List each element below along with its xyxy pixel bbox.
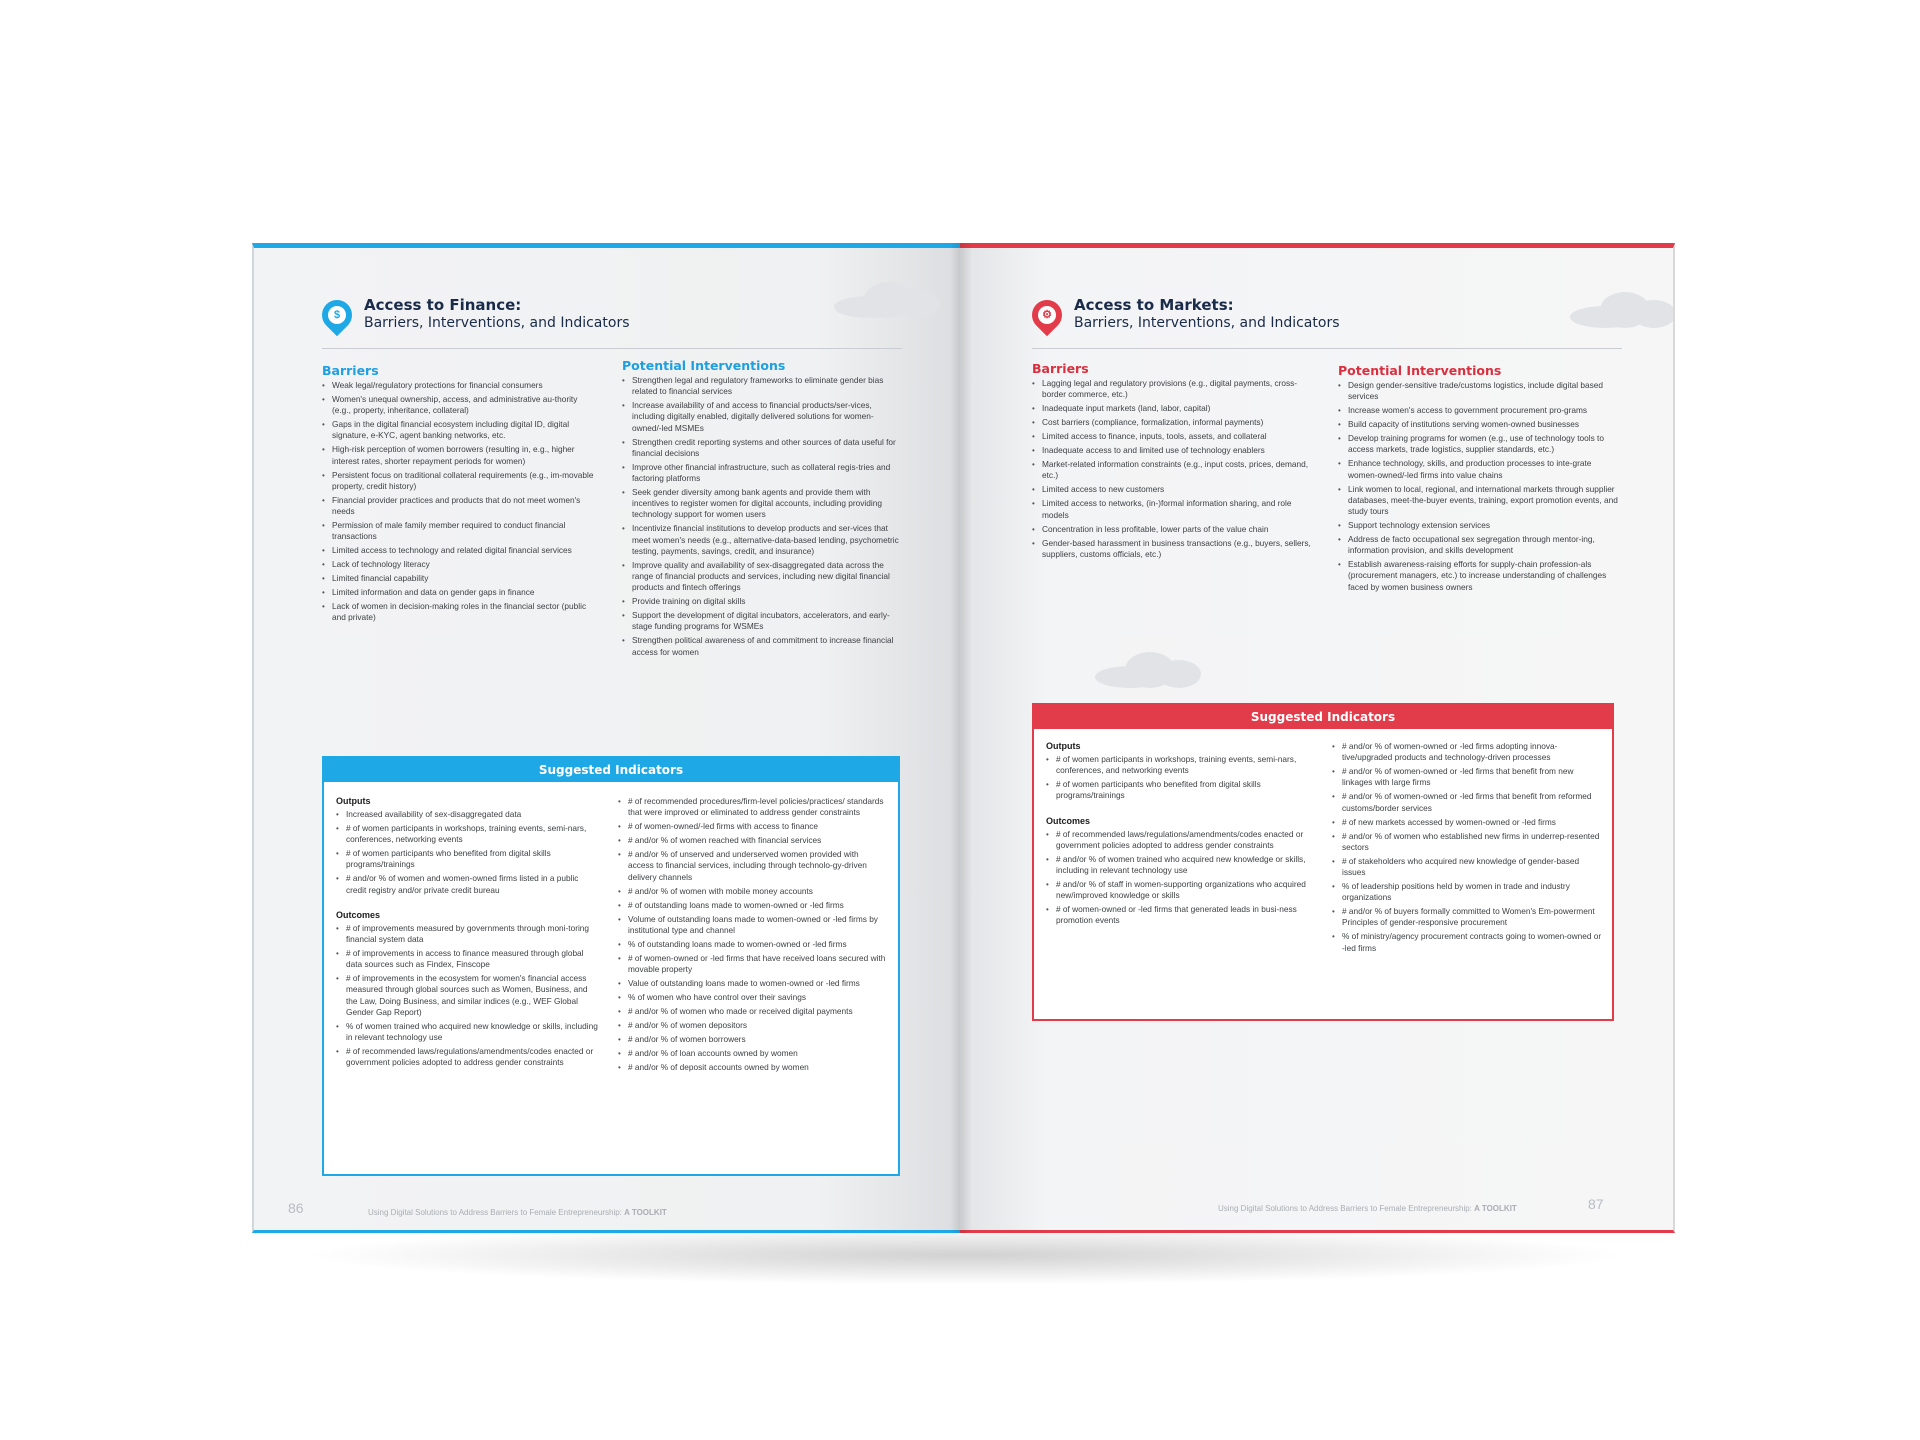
list-item: • # and/or % of unserved and underserved women provided with access to financial services, including through technolo-gy-driven delivery channels — [618, 849, 886, 883]
footer-title: Using Digital Solutions to Address Barriers to Female Entrepreneurship: — [1218, 1204, 1472, 1213]
list-item: • # of recommended laws/regulations/amendments/codes enacted or government policies adopted to address gender constraints — [1046, 829, 1316, 851]
list-item: • Enhance technology, skills, and production processes to inte-grate women-owned/-led firms into value chains — [1338, 458, 1620, 480]
indicators-col2 — [1332, 741, 1602, 957]
list-item: • # and/or % of women-owned or -led firms adopting innova-tive/upgraded products and technology-driven processes — [1332, 741, 1602, 763]
list-item: • # and/or % of women with mobile money accounts — [618, 886, 886, 897]
list-item: • # of outstanding loans made to women-owned or -led firms — [618, 900, 886, 911]
markets-icon: ⚙ — [1026, 294, 1068, 336]
list-item: • Limited access to finance, inputs, tools, assets, and collateral — [1032, 431, 1314, 442]
barriers-heading: Barriers — [322, 363, 379, 378]
list-item: • Weak legal/regulatory protections for financial consumers — [322, 380, 594, 391]
footer-toolkit: A TOOLKIT — [1474, 1204, 1517, 1213]
list-item: • Strengthen political awareness of and commitment to increase financial access for women — [622, 635, 902, 657]
list-item: • Provide training on digital skills — [622, 596, 902, 607]
list-item: • Increased availability of sex-disaggregated data — [336, 809, 601, 820]
page-number: 86 — [288, 1200, 304, 1216]
list-item: • Increase women's access to government procurement pro-grams — [1338, 405, 1620, 416]
outcomes-list — [336, 923, 601, 1069]
list-item: • # and/or % of women borrowers — [618, 1034, 886, 1045]
list-item: • # of new markets accessed by women-owned or -led firms — [1332, 817, 1602, 828]
list-item: • # and/or % of women reached with financial services — [618, 835, 886, 846]
list-item: • Link women to local, regional, and international markets through supplier databases, meet-the-buyer events, training, export promotion events, and study tours — [1338, 484, 1620, 518]
footer-toolkit: A TOOLKIT — [624, 1208, 667, 1217]
list-item: • # and/or % of women and women-owned firms listed in a public credit registry and/or private credit bureau — [336, 873, 601, 895]
list-item: • Lack of technology literacy — [322, 559, 594, 570]
list-item: • Limited access to new customers — [1032, 484, 1314, 495]
outputs-heading: Outputs — [1046, 741, 1081, 751]
list-item: • % of outstanding loans made to women-owned or -led firms — [618, 939, 886, 950]
list-item: • Lack of women in decision-making roles in the financial sector (public and private) — [322, 601, 594, 623]
list-item: • Gaps in the digital financial ecosystem including digital ID, digital signature, e-KYC, agent banking networks, etc. — [322, 419, 594, 441]
page-footer — [368, 1208, 667, 1217]
list-item: • % of ministry/agency procurement contracts going to women-owned or -led firms — [1332, 931, 1602, 953]
list-item: • Seek gender diversity among bank agents and provide them with incentives to register women for digital accounts, including providing technology support for women users — [622, 487, 902, 521]
list-item: • # and/or % of buyers formally committed to Women's Em-powerment Principles of gender-responsive procurement — [1332, 906, 1602, 928]
list-item: • # of improvements in access to finance measured through global data sources such as Findex, Finscope — [336, 948, 601, 970]
outputs-list — [336, 809, 601, 896]
list-item: • Value of outstanding loans made to women-owned or -led firms — [618, 978, 886, 989]
barriers-column — [1032, 361, 1314, 563]
list-item: • Persistent focus on traditional collateral requirements (e.g., im-movable property, credit history) — [322, 470, 594, 492]
interventions-list — [1338, 380, 1620, 593]
list-item: • Build capacity of institutions serving women-owned businesses — [1338, 419, 1620, 430]
list-item: • # of recommended laws/regulations/amendments/codes enacted or government policies adopted to address gender constraints — [336, 1046, 601, 1068]
page-title: Access to Finance: — [364, 296, 522, 314]
list-item: • # of women-owned or -led firms that have received loans secured with movable property — [618, 953, 886, 975]
list-item: • Limited access to networks, (in-)formal information sharing, and role models — [1032, 498, 1314, 520]
indicators-col1 — [1046, 741, 1316, 929]
list-item: • Concentration in less profitable, lower parts of the value chain — [1032, 524, 1314, 535]
list-item: • Financial provider practices and products that do not meet women's needs — [322, 495, 594, 517]
cloud-decoration — [1095, 648, 1205, 688]
list-item: • # and/or % of staff in women-supporting organizations who acquired new/improved knowledge or skills — [1046, 879, 1316, 901]
list-item: • # of recommended procedures/firm-level policies/practices/ standards that were improved or eliminated to address gender constraints — [618, 796, 886, 818]
list-item: • Market-related information constraints (e.g., input costs, prices, demand, etc.) — [1032, 459, 1314, 481]
page-subtitle: Barriers, Interventions, and Indicators — [1074, 315, 1340, 331]
list-item: • # of women participants who benefited from digital skills programs/trainings — [1046, 779, 1316, 801]
list-item: • # of women-owned/-led firms with access to finance — [618, 821, 886, 832]
indicators-col2 — [618, 796, 886, 1076]
list-item: • # and/or % of women-owned or -led firms that benefit from reformed customs/border services — [1332, 791, 1602, 813]
barriers-heading: Barriers — [1032, 361, 1089, 376]
list-item: • % of leadership positions held by women in trade and industry organizations — [1332, 881, 1602, 903]
outcomes-heading: Outcomes — [1046, 815, 1091, 826]
list-item: • Develop training programs for women (e.g., use of technology tools to access markets, trade logistics, supplier standards, etc.) — [1338, 433, 1620, 455]
list-item: • Establish awareness-raising efforts for supply-chain profession-als (procurement managers, etc.) to increase understanding of challenges faced by women business owners — [1338, 559, 1620, 593]
list-item: • Permission of male family member required to conduct financial transactions — [322, 520, 594, 542]
list-item: • % of women who have control over their savings — [618, 992, 886, 1003]
list-item: • Cost barriers (compliance, formalization, informal payments) — [1032, 417, 1314, 428]
list-item: • Women's unequal ownership, access, and administrative au-thority (e.g., property, inheritance, collateral) — [322, 394, 594, 416]
suggested-indicators-box — [1032, 703, 1614, 1021]
list-item: • # and/or % of women who made or received digital payments — [618, 1006, 886, 1017]
list-item: • Limited information and data on gender gaps in finance — [322, 587, 594, 598]
list-item: • # and/or % of women trained who acquired new knowledge or skills, including in relevant technology use — [1046, 854, 1316, 876]
list-item: • # and/or % of women who established new firms in underrep-resented sectors — [1332, 831, 1602, 853]
interventions-list — [622, 375, 902, 658]
list-item: • Incentivize financial institutions to develop products and ser-vices that meet women's needs (e.g., alternative-data-based lending, psychometric testing, payments, savings, credit, and insurance) — [622, 523, 902, 557]
list-item: • Limited access to technology and related digital financial services — [322, 545, 594, 556]
finance-icon: $ — [316, 294, 358, 336]
list-item: • # and/or % of loan accounts owned by women — [618, 1048, 886, 1059]
page-title: Access to Markets: — [1074, 296, 1234, 314]
cloud-decoration — [834, 278, 944, 318]
list-item: • Strengthen legal and regulatory frameworks to eliminate gender bias related to financial services — [622, 375, 902, 397]
list-item: • Volume of outstanding loans made to women-owned or -led firms by institutional type and channel — [618, 914, 886, 936]
list-item: • Limited financial capability — [322, 573, 594, 584]
list-item: • Lagging legal and regulatory provisions (e.g., digital payments, cross-border commerce, etc.) — [1032, 378, 1314, 400]
indicators-list — [618, 796, 886, 1073]
list-item: • # of women participants who benefited from digital skills programs/trainings — [336, 848, 601, 870]
list-item: • # of women participants in workshops, training events, semi-nars, conferences, and networking events — [1046, 754, 1316, 776]
list-item: • Increase availability of and access to financial products/ser-vices, including digitally enabled, digitally delivered solutions for women-owned/-led MSMEs — [622, 400, 902, 434]
list-item: • # and/or % of deposit accounts owned by women — [618, 1062, 886, 1073]
barriers-list — [1032, 378, 1314, 560]
cloud-decoration — [1570, 288, 1675, 328]
list-item: • Improve other financial infrastructure, such as collateral regis-tries and factoring platforms — [622, 462, 902, 484]
interventions-heading: Potential Interventions — [622, 358, 786, 373]
interventions-heading: Potential Interventions — [1338, 363, 1502, 378]
page-number: 87 — [1588, 1196, 1604, 1212]
list-item: • # of stakeholders who acquired new knowledge of gender-based issues — [1332, 856, 1602, 878]
barriers-list — [322, 380, 594, 624]
barriers-column — [322, 363, 594, 626]
list-item: • Support technology extension services — [1338, 520, 1620, 531]
list-item: • # of improvements measured by governments through moni-toring financial system data — [336, 923, 601, 945]
page-footer — [1218, 1204, 1517, 1213]
list-item: • Improve quality and availability of sex-disaggregated data across the range of financial products and services, including new digital financial products and fintech offerings — [622, 560, 902, 594]
interventions-column — [1338, 363, 1620, 596]
indicators-heading: Suggested Indicators — [324, 758, 898, 782]
list-item: • Strengthen credit reporting systems and other sources of data useful for financial decisions — [622, 437, 902, 459]
list-item: • Design gender-sensitive trade/customs logistics, include digital based services — [1338, 380, 1620, 402]
list-item: • Inadequate input markets (land, labor, capital) — [1032, 403, 1314, 414]
footer-title: Using Digital Solutions to Address Barriers to Female Entrepreneurship: — [368, 1208, 622, 1217]
list-item: • # of improvements in the ecosystem for women's financial access measured through global sources such as Women, Business, and the Law, Doing Business, and similar indices (e.g., WEF Global Gender Gap Report) — [336, 973, 601, 1018]
header-rule — [322, 348, 902, 349]
outcomes-list — [1046, 829, 1316, 927]
indicators-heading: Suggested Indicators — [1034, 705, 1612, 729]
outputs-heading: Outputs — [336, 796, 371, 806]
outcomes-heading: Outcomes — [336, 909, 381, 920]
outputs-list — [1046, 754, 1316, 802]
page-subtitle: Barriers, Interventions, and Indicators — [364, 315, 630, 331]
right-page — [960, 243, 1675, 1233]
list-item: • High-risk perception of women borrowers (resulting in, e.g., higher interest rates, shorter repayment periods for women) — [322, 444, 594, 466]
interventions-column — [622, 358, 902, 661]
suggested-indicators-box — [322, 756, 900, 1176]
list-item: • # and/or % of women depositors — [618, 1020, 886, 1031]
left-page — [252, 243, 960, 1233]
list-item: • # of women-owned or -led firms that generated leads in busi-ness promotion events — [1046, 904, 1316, 926]
list-item: • Support the development of digital incubators, accelerators, and early-stage funding programs for WSMEs — [622, 610, 902, 632]
list-item: • # and/or % of women-owned or -led firms that benefit from new linkages with large firms — [1332, 766, 1602, 788]
list-item: • Address de facto occupational sex segregation through mentor-ing, information provision, and skills development — [1338, 534, 1620, 556]
header-rule — [1032, 348, 1622, 349]
list-item: • Inadequate access to and limited use of technology enablers — [1032, 445, 1314, 456]
indicators-col1 — [336, 796, 601, 1071]
book-shadow — [300, 1225, 1630, 1285]
indicators-list — [1332, 741, 1602, 954]
list-item: • Gender-based harassment in business transactions (e.g., buyers, sellers, suppliers, customs officials, etc.) — [1032, 538, 1314, 560]
list-item: • # of women participants in workshops, training events, semi-nars, conferences, networking events — [336, 823, 601, 845]
list-item: • % of women trained who acquired new knowledge or skills, including in relevant technology use — [336, 1021, 601, 1043]
